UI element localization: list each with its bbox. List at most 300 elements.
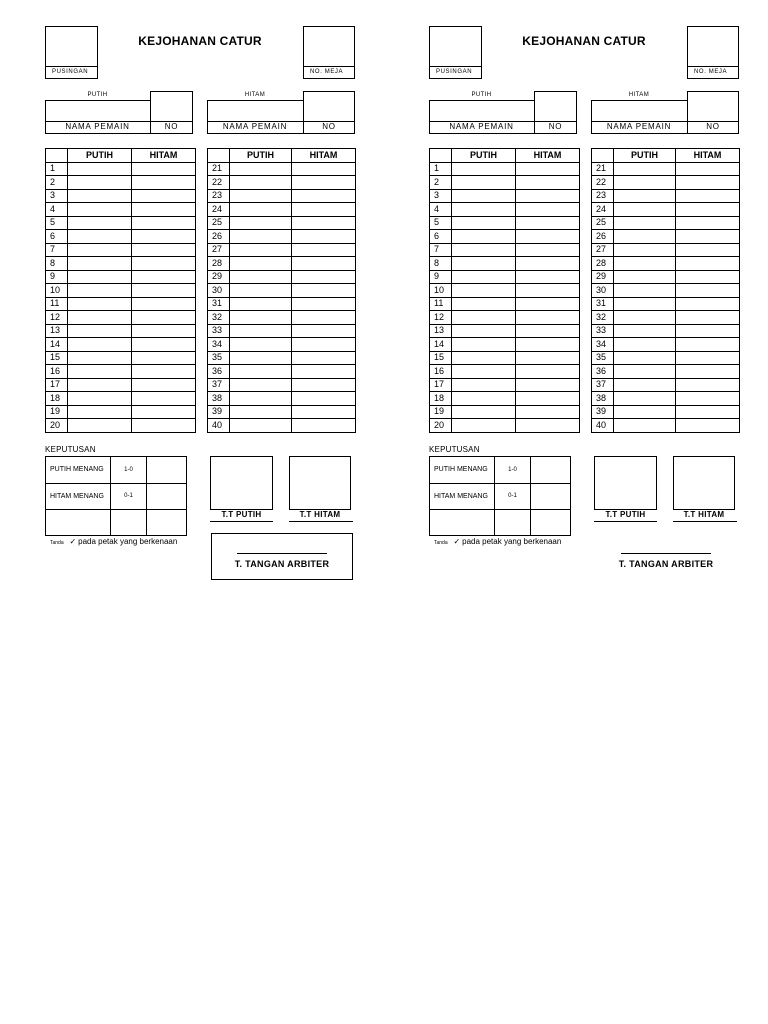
- move-cell-putih[interactable]: [614, 365, 676, 379]
- move-cell-hitam[interactable]: [516, 392, 580, 406]
- move-cell-putih[interactable]: [68, 270, 132, 284]
- move-cell-putih[interactable]: [452, 203, 516, 217]
- move-cell-hitam[interactable]: [292, 176, 356, 190]
- move-cell-putih[interactable]: [68, 230, 132, 244]
- move-row: [46, 216, 196, 230]
- move-number: 30: [208, 284, 230, 298]
- move-number: 31: [208, 297, 230, 311]
- move-cell-putih[interactable]: [452, 230, 516, 244]
- move-row: [430, 243, 580, 257]
- move-cell-hitam[interactable]: [676, 338, 740, 352]
- move-row: [46, 297, 196, 311]
- move-cell-putih[interactable]: [68, 392, 132, 406]
- move-cell-hitam[interactable]: [516, 297, 580, 311]
- move-row: [208, 176, 356, 190]
- move-cell-putih[interactable]: [452, 311, 516, 325]
- move-row: [430, 324, 580, 338]
- move-number: 12: [46, 311, 68, 325]
- move-cell-hitam[interactable]: [132, 324, 196, 338]
- move-cell-hitam[interactable]: [132, 419, 196, 433]
- move-row: [208, 365, 356, 379]
- move-cell-hitam[interactable]: [676, 392, 740, 406]
- move-cell-putih[interactable]: [68, 365, 132, 379]
- signature-hitam-box[interactable]: [289, 456, 351, 510]
- move-cell-putih[interactable]: [68, 378, 132, 392]
- move-cell-hitam[interactable]: [132, 230, 196, 244]
- signature-putih-box[interactable]: [594, 456, 657, 510]
- move-cell-hitam[interactable]: [516, 162, 580, 176]
- move-cell-hitam[interactable]: [132, 392, 196, 406]
- move-cell-putih[interactable]: [68, 216, 132, 230]
- move-cell-putih[interactable]: [230, 324, 292, 338]
- move-number: 20: [46, 419, 68, 433]
- decision-result-1-0: 1-0: [495, 457, 531, 484]
- keputusan-heading: KEPUTUSAN: [429, 445, 480, 454]
- decision-check-putih[interactable]: [531, 457, 571, 484]
- move-cell-hitam[interactable]: [292, 284, 356, 298]
- move-cell-putih[interactable]: [614, 297, 676, 311]
- move-row: [46, 243, 196, 257]
- move-number: 32: [592, 311, 614, 325]
- move-row: [592, 392, 740, 406]
- move-cell-hitam[interactable]: [516, 338, 580, 352]
- move-row: [430, 176, 580, 190]
- move-cell-putih[interactable]: [452, 392, 516, 406]
- signature-putih-box[interactable]: [210, 456, 273, 510]
- move-cell-hitam[interactable]: [676, 230, 740, 244]
- move-row: [208, 230, 356, 244]
- move-cell-putih[interactable]: [230, 405, 292, 419]
- moves-table-left: [429, 148, 580, 433]
- move-cell-putih[interactable]: [614, 311, 676, 325]
- move-cell-hitam[interactable]: [132, 405, 196, 419]
- move-cell-hitam[interactable]: [292, 311, 356, 325]
- pusingan-label: PUSINGAN: [52, 69, 89, 75]
- move-row: [46, 392, 196, 406]
- move-cell-hitam[interactable]: [292, 243, 356, 257]
- move-cell-hitam[interactable]: [292, 216, 356, 230]
- move-cell-putih[interactable]: [452, 257, 516, 271]
- move-cell-putih[interactable]: [452, 284, 516, 298]
- move-number: 39: [592, 405, 614, 419]
- move-cell-putih[interactable]: [68, 162, 132, 176]
- move-row: [208, 311, 356, 325]
- move-row: [430, 189, 580, 203]
- move-cell-putih[interactable]: [68, 324, 132, 338]
- move-number: 13: [430, 324, 452, 338]
- move-row: [592, 338, 740, 352]
- move-cell-hitam[interactable]: [292, 189, 356, 203]
- move-cell-putih[interactable]: [614, 243, 676, 257]
- decision-label-putih: PUTIH MENANG: [46, 457, 111, 484]
- pusingan-label: PUSINGAN: [436, 69, 473, 75]
- move-row: [592, 257, 740, 271]
- move-cell-putih[interactable]: [614, 257, 676, 271]
- move-cell-hitam[interactable]: [292, 419, 356, 433]
- move-row: [208, 203, 356, 217]
- move-cell-putih[interactable]: [68, 189, 132, 203]
- move-number: 17: [46, 378, 68, 392]
- move-number: 26: [592, 230, 614, 244]
- move-cell-putih[interactable]: [452, 176, 516, 190]
- move-cell-putih[interactable]: [614, 284, 676, 298]
- move-cell-hitam[interactable]: [676, 378, 740, 392]
- move-number: 37: [592, 378, 614, 392]
- move-cell-hitam[interactable]: [132, 176, 196, 190]
- move-cell-putih[interactable]: [230, 284, 292, 298]
- move-row: [46, 419, 196, 433]
- move-number: 29: [592, 270, 614, 284]
- move-cell-hitam[interactable]: [676, 176, 740, 190]
- move-cell-hitam[interactable]: [676, 189, 740, 203]
- move-cell-hitam[interactable]: [676, 257, 740, 271]
- move-row: [46, 378, 196, 392]
- move-cell-hitam[interactable]: [292, 230, 356, 244]
- move-cell-hitam[interactable]: [132, 270, 196, 284]
- move-cell-hitam[interactable]: [132, 378, 196, 392]
- signature-hitam-label: T.T HITAM: [683, 510, 725, 519]
- move-cell-hitam[interactable]: [292, 365, 356, 379]
- move-cell-hitam[interactable]: [132, 162, 196, 176]
- move-row: [592, 311, 740, 325]
- move-number: 25: [208, 216, 230, 230]
- move-cell-hitam[interactable]: [516, 351, 580, 365]
- move-cell-putih[interactable]: [452, 378, 516, 392]
- move-cell-putih[interactable]: [614, 351, 676, 365]
- move-number: 3: [46, 189, 68, 203]
- keputusan-heading: KEPUTUSAN: [45, 445, 96, 454]
- move-cell-putih[interactable]: [614, 230, 676, 244]
- decision-check-hitam[interactable]: [147, 484, 187, 510]
- move-cell-hitam[interactable]: [292, 203, 356, 217]
- move-cell-putih[interactable]: [452, 297, 516, 311]
- move-number: 35: [592, 351, 614, 365]
- move-row: [592, 162, 740, 176]
- move-number: 38: [208, 392, 230, 406]
- move-cell-hitam[interactable]: [292, 324, 356, 338]
- move-cell-hitam[interactable]: [292, 257, 356, 271]
- move-cell-putih[interactable]: [452, 216, 516, 230]
- move-cell-putih[interactable]: [230, 392, 292, 406]
- move-cell-putih[interactable]: [68, 243, 132, 257]
- hitam-player-heading: HITAM: [628, 92, 650, 98]
- decision-table: [45, 456, 187, 536]
- move-cell-hitam[interactable]: [516, 270, 580, 284]
- move-number: 16: [430, 365, 452, 379]
- decision-result-other: [495, 510, 531, 536]
- move-number: 23: [592, 189, 614, 203]
- move-cell-putih[interactable]: [230, 176, 292, 190]
- move-cell-putih[interactable]: [614, 216, 676, 230]
- move-cell-putih[interactable]: [230, 257, 292, 271]
- decision-check-hitam[interactable]: [531, 484, 571, 510]
- col-header-hitam: HITAM: [292, 149, 356, 163]
- move-cell-putih[interactable]: [230, 203, 292, 217]
- move-number: 39: [208, 405, 230, 419]
- move-cell-putih[interactable]: [614, 162, 676, 176]
- move-row: [430, 257, 580, 271]
- move-number: 13: [46, 324, 68, 338]
- move-cell-putih[interactable]: [68, 311, 132, 325]
- move-cell-putih[interactable]: [452, 270, 516, 284]
- move-cell-putih[interactable]: [614, 270, 676, 284]
- move-cell-hitam[interactable]: [132, 243, 196, 257]
- note-prefix: Tanda: [50, 540, 64, 546]
- move-row: [46, 365, 196, 379]
- move-number: 27: [208, 243, 230, 257]
- move-cell-putih[interactable]: [614, 324, 676, 338]
- move-cell-hitam[interactable]: [676, 203, 740, 217]
- move-cell-hitam[interactable]: [676, 270, 740, 284]
- move-row: [430, 270, 580, 284]
- scoresheet-right: [384, 0, 768, 600]
- move-cell-hitam[interactable]: [132, 338, 196, 352]
- move-cell-putih[interactable]: [230, 311, 292, 325]
- moves-table-right: [591, 148, 740, 433]
- hitam-name-label: NAMA PEMAIN: [606, 122, 672, 131]
- move-cell-putih[interactable]: [452, 324, 516, 338]
- move-cell-hitam[interactable]: [292, 270, 356, 284]
- check-note: [434, 538, 561, 546]
- arbiter-box[interactable]: [595, 533, 737, 580]
- move-row: [430, 230, 580, 244]
- move-cell-hitam[interactable]: [516, 419, 580, 433]
- move-cell-hitam[interactable]: [516, 378, 580, 392]
- move-row: [208, 392, 356, 406]
- move-cell-hitam[interactable]: [292, 297, 356, 311]
- move-row: [592, 176, 740, 190]
- move-cell-putih[interactable]: [68, 284, 132, 298]
- decision-label-putih: PUTIH MENANG: [430, 457, 495, 484]
- move-cell-putih[interactable]: [68, 405, 132, 419]
- move-row: [430, 216, 580, 230]
- check-icon: ✓: [69, 537, 77, 546]
- move-number: 19: [46, 405, 68, 419]
- move-number: 16: [46, 365, 68, 379]
- move-cell-hitam[interactable]: [676, 162, 740, 176]
- move-cell-putih[interactable]: [230, 365, 292, 379]
- putih-no-label: NO: [164, 122, 179, 131]
- move-cell-hitam[interactable]: [676, 311, 740, 325]
- move-cell-putih[interactable]: [614, 419, 676, 433]
- move-cell-putih[interactable]: [230, 338, 292, 352]
- move-cell-putih[interactable]: [614, 203, 676, 217]
- col-header-hitam: HITAM: [516, 149, 580, 163]
- move-row: [592, 324, 740, 338]
- move-cell-hitam[interactable]: [516, 243, 580, 257]
- move-cell-hitam[interactable]: [516, 365, 580, 379]
- move-number: 10: [430, 284, 452, 298]
- putih-name-label: NAMA PEMAIN: [449, 122, 514, 131]
- move-cell-putih[interactable]: [68, 176, 132, 190]
- move-cell-putih[interactable]: [452, 162, 516, 176]
- col-header-hitam: HITAM: [676, 149, 740, 163]
- move-number: 8: [430, 257, 452, 271]
- move-number: 4: [430, 203, 452, 217]
- move-row: [592, 419, 740, 433]
- move-row: [592, 216, 740, 230]
- move-cell-hitam[interactable]: [676, 365, 740, 379]
- move-cell-putih[interactable]: [614, 189, 676, 203]
- move-cell-hitam[interactable]: [676, 284, 740, 298]
- move-cell-hitam[interactable]: [516, 284, 580, 298]
- move-row: [208, 189, 356, 203]
- move-cell-putih[interactable]: [68, 257, 132, 271]
- move-cell-hitam[interactable]: [292, 392, 356, 406]
- move-row: [208, 216, 356, 230]
- move-row: [208, 257, 356, 271]
- move-cell-putih[interactable]: [230, 378, 292, 392]
- move-cell-putih[interactable]: [68, 297, 132, 311]
- move-cell-putih[interactable]: [452, 365, 516, 379]
- move-cell-hitam[interactable]: [516, 311, 580, 325]
- move-cell-hitam[interactable]: [516, 324, 580, 338]
- scoresheet-left: [0, 0, 384, 600]
- move-cell-putih[interactable]: [230, 216, 292, 230]
- move-row: [46, 405, 196, 419]
- move-cell-putih[interactable]: [614, 378, 676, 392]
- move-cell-hitam[interactable]: [132, 257, 196, 271]
- move-cell-putih[interactable]: [452, 189, 516, 203]
- move-cell-putih[interactable]: [614, 338, 676, 352]
- move-row: [430, 338, 580, 352]
- signature-putih-label: T.T PUTIH: [221, 510, 262, 519]
- move-cell-putih[interactable]: [614, 405, 676, 419]
- move-row: [208, 351, 356, 365]
- move-cell-hitam[interactable]: [516, 216, 580, 230]
- moves-table-left: [45, 148, 196, 433]
- move-cell-putih[interactable]: [230, 270, 292, 284]
- move-cell-hitam[interactable]: [676, 419, 740, 433]
- move-row: [46, 176, 196, 190]
- move-cell-hitam[interactable]: [516, 189, 580, 203]
- move-cell-putih[interactable]: [452, 419, 516, 433]
- move-row: [430, 392, 580, 406]
- sheet-title: KEJOHANAN CATUR: [138, 34, 262, 48]
- move-cell-putih[interactable]: [230, 351, 292, 365]
- move-cell-putih[interactable]: [230, 243, 292, 257]
- move-cell-putih[interactable]: [68, 419, 132, 433]
- move-row: [208, 297, 356, 311]
- move-number: 21: [592, 162, 614, 176]
- decision-result-other: [111, 510, 147, 536]
- move-row: [430, 405, 580, 419]
- move-number: 18: [46, 392, 68, 406]
- move-cell-hitam[interactable]: [292, 338, 356, 352]
- hitam-player-heading: HITAM: [244, 92, 266, 98]
- move-number: 27: [592, 243, 614, 257]
- move-cell-putih[interactable]: [230, 297, 292, 311]
- move-cell-hitam[interactable]: [132, 189, 196, 203]
- move-number: 23: [208, 189, 230, 203]
- move-cell-hitam[interactable]: [132, 216, 196, 230]
- move-number: 12: [430, 311, 452, 325]
- move-cell-hitam[interactable]: [132, 203, 196, 217]
- move-row: [46, 162, 196, 176]
- move-row: [46, 230, 196, 244]
- move-cell-hitam[interactable]: [676, 216, 740, 230]
- move-row: [430, 297, 580, 311]
- move-cell-hitam[interactable]: [292, 351, 356, 365]
- move-row: [208, 270, 356, 284]
- move-row: [592, 243, 740, 257]
- move-row: [430, 419, 580, 433]
- move-cell-putih[interactable]: [614, 392, 676, 406]
- move-cell-putih[interactable]: [68, 351, 132, 365]
- move-cell-hitam[interactable]: [132, 365, 196, 379]
- move-row: [208, 405, 356, 419]
- move-cell-putih[interactable]: [614, 176, 676, 190]
- move-number: 3: [430, 189, 452, 203]
- check-icon: ✓: [453, 537, 461, 546]
- move-cell-hitam[interactable]: [132, 297, 196, 311]
- move-cell-hitam[interactable]: [292, 378, 356, 392]
- move-cell-hitam[interactable]: [676, 405, 740, 419]
- move-number: 22: [208, 176, 230, 190]
- move-cell-putih[interactable]: [68, 203, 132, 217]
- move-cell-putih[interactable]: [452, 351, 516, 365]
- move-number: 9: [430, 270, 452, 284]
- decision-check-putih[interactable]: [147, 457, 187, 484]
- move-cell-putih[interactable]: [452, 405, 516, 419]
- move-cell-hitam[interactable]: [676, 297, 740, 311]
- move-cell-putih[interactable]: [452, 338, 516, 352]
- move-number: 31: [592, 297, 614, 311]
- move-number: 11: [46, 297, 68, 311]
- decision-check-other[interactable]: [531, 510, 571, 536]
- move-cell-hitam[interactable]: [132, 351, 196, 365]
- move-cell-putih[interactable]: [68, 338, 132, 352]
- move-cell-hitam[interactable]: [292, 405, 356, 419]
- move-cell-hitam[interactable]: [516, 176, 580, 190]
- signature-putih-label: T.T PUTIH: [605, 510, 646, 519]
- move-number: 2: [430, 176, 452, 190]
- move-cell-hitam[interactable]: [676, 324, 740, 338]
- move-cell-putih[interactable]: [230, 419, 292, 433]
- move-cell-hitam[interactable]: [676, 243, 740, 257]
- move-number: 26: [208, 230, 230, 244]
- move-cell-hitam[interactable]: [516, 405, 580, 419]
- decision-label-hitam: HITAM MENANG: [430, 484, 495, 510]
- move-number: 34: [208, 338, 230, 352]
- move-number: 40: [592, 419, 614, 433]
- move-cell-putih[interactable]: [230, 189, 292, 203]
- move-number: 28: [208, 257, 230, 271]
- move-number: 19: [430, 405, 452, 419]
- move-cell-hitam[interactable]: [676, 351, 740, 365]
- signature-hitam-box[interactable]: [673, 456, 735, 510]
- hitam-name-label: NAMA PEMAIN: [222, 122, 288, 131]
- move-cell-putih[interactable]: [230, 230, 292, 244]
- move-cell-hitam[interactable]: [516, 257, 580, 271]
- move-number: 21: [208, 162, 230, 176]
- move-cell-hitam[interactable]: [516, 230, 580, 244]
- move-number: 10: [46, 284, 68, 298]
- note-text: pada petak yang berkenaan: [78, 537, 178, 546]
- move-cell-putih[interactable]: [230, 162, 292, 176]
- move-cell-hitam[interactable]: [132, 284, 196, 298]
- move-cell-putih[interactable]: [452, 243, 516, 257]
- decision-check-other[interactable]: [147, 510, 187, 536]
- move-row: [592, 230, 740, 244]
- arbiter-box[interactable]: [211, 533, 353, 580]
- move-cell-hitam[interactable]: [516, 203, 580, 217]
- decision-label-other: [46, 510, 111, 536]
- no-meja-label: NO. MEJA: [694, 69, 728, 75]
- move-cell-hitam[interactable]: [292, 162, 356, 176]
- move-cell-hitam[interactable]: [132, 311, 196, 325]
- decision-table: [429, 456, 571, 536]
